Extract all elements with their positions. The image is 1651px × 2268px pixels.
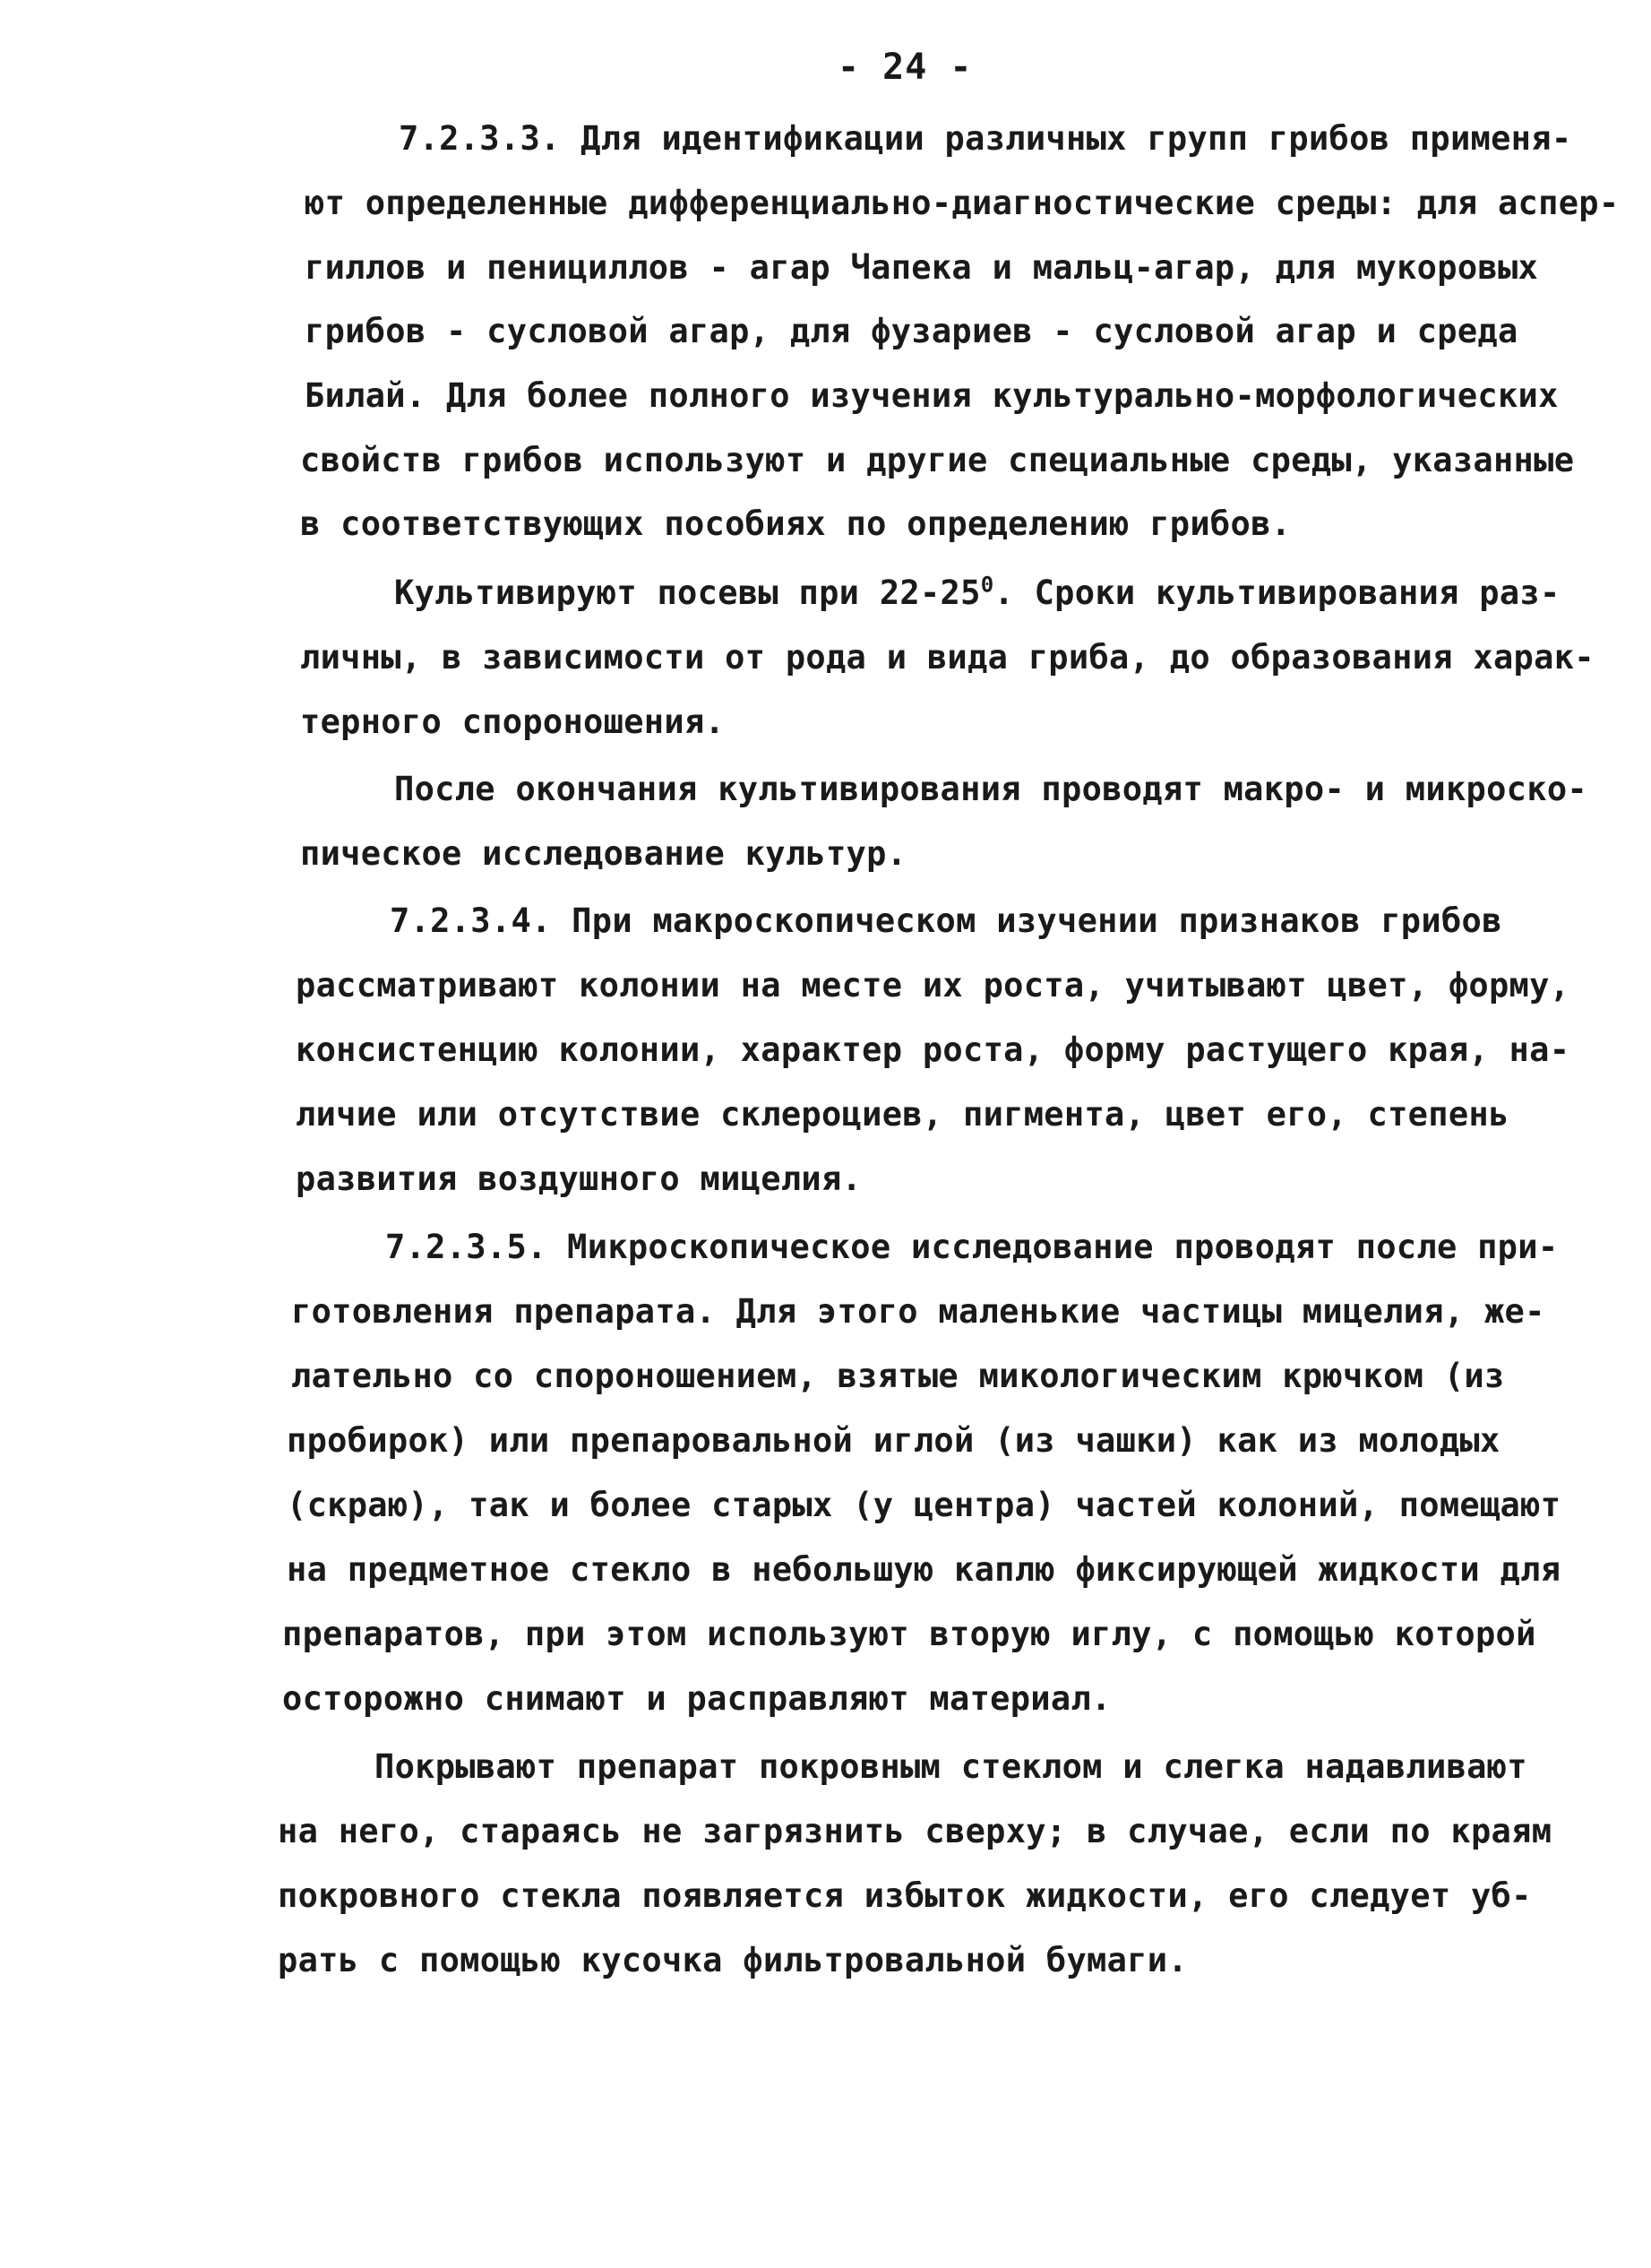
paragraph-1-line-5: Билай. Для более полного изучения культурально-морфологических [305,376,1559,415]
paragraph-5-line-6: на предметное стекло в небольшую каплю фиксирующей жидкости для [287,1550,1561,1589]
paragraph-2-line-1 [394,573,1561,612]
paragraph-1-line-6: свойств грибов используют и другие специальные среды, указанные [300,441,1575,479]
paragraph-1-line-7: в соответствующих пособиях по определению грибов. [300,504,1292,543]
paragraph-4-line-2: рассматривают колонии на месте их роста, учитывают цвет, форму, [296,966,1570,1005]
paragraph-2-line-1-text: Культивируют посевы при 22-25 [394,573,981,612]
paragraph-5-line-4: пробирок) или препаровальной иглой (из чашки) как из молодых [287,1421,1501,1460]
paragraph-4-line-1: 7.2.3.4. При макроскопическом изучении признаков грибов [390,901,1502,940]
degree-superscript: 0 [980,572,994,598]
paragraph-5-line-8: осторожно снимают и расправляют материал. [282,1679,1112,1718]
paragraph-2-line-2: личны, в зависимости от рода и вида гриба, до образования харак- [300,638,1595,677]
paragraph-1-line-2: ют определенные дифференциально-диагностические среды: для аспер- [305,184,1620,222]
paragraph-2-line-3: терного спороношения. [300,703,726,741]
paragraph-5-line-1: 7.2.3.5. Микроскопическое исследование проводят после при- [385,1228,1559,1266]
paragraph-1-line-4: грибов - сусловой агар, для фузариев - сусловой агар и среда [305,312,1518,350]
paragraph-3-line-1: После окончания культивирования проводят макро- и микроско- [394,770,1587,808]
page-number: - 24 - [838,47,973,88]
paragraph-3-line-2: пическое исследование культур. [300,834,907,873]
paragraph-1-line-3: гиллов и пенициллов - агар Чапека и мальц-агар, для мукоровых [305,248,1539,287]
paragraph-2-line-1-rest: . Сроки культивирования раз- [993,573,1561,612]
paragraph-5-line-2: готовления препарата. Для этого маленькие частицы мицелия, же- [291,1292,1545,1331]
paragraph-4-line-3: консистенцию колонии, характер роста, форму растущего края, на- [296,1031,1570,1069]
paragraph-5-line-5: (скраю), так и более старых (у центра) частей колоний, помещают [287,1486,1561,1524]
paragraph-6-line-4: рать с помощью кусочка фильтровальной бумаги. [278,1941,1188,1979]
paragraph-5-line-3: лательно со спороношением, взятые микологическим крючком (из [291,1357,1505,1395]
paragraph-4-line-4: личие или отсутствие склероциев, пигмента, цвет его, степень [296,1095,1509,1134]
paragraph-5-line-7: препаратов, при этом используют вторую иглу, с помощью которой [282,1615,1536,1653]
paragraph-6-line-3: покровного стекла появляется избыток жидкости, его следует уб- [278,1876,1532,1915]
paragraph-4-line-5: развития воздушного мицелия. [296,1160,863,1198]
paragraph-1-line-1: 7.2.3.3. Для идентификации различных групп грибов применя- [399,119,1572,158]
paragraph-6-line-1: Покрывают препарат покровным стеклом и слегка надавливают [374,1747,1527,1786]
paragraph-6-line-2: на него, стараясь не загрязнить сверху; в случае, если по краям [278,1812,1552,1850]
